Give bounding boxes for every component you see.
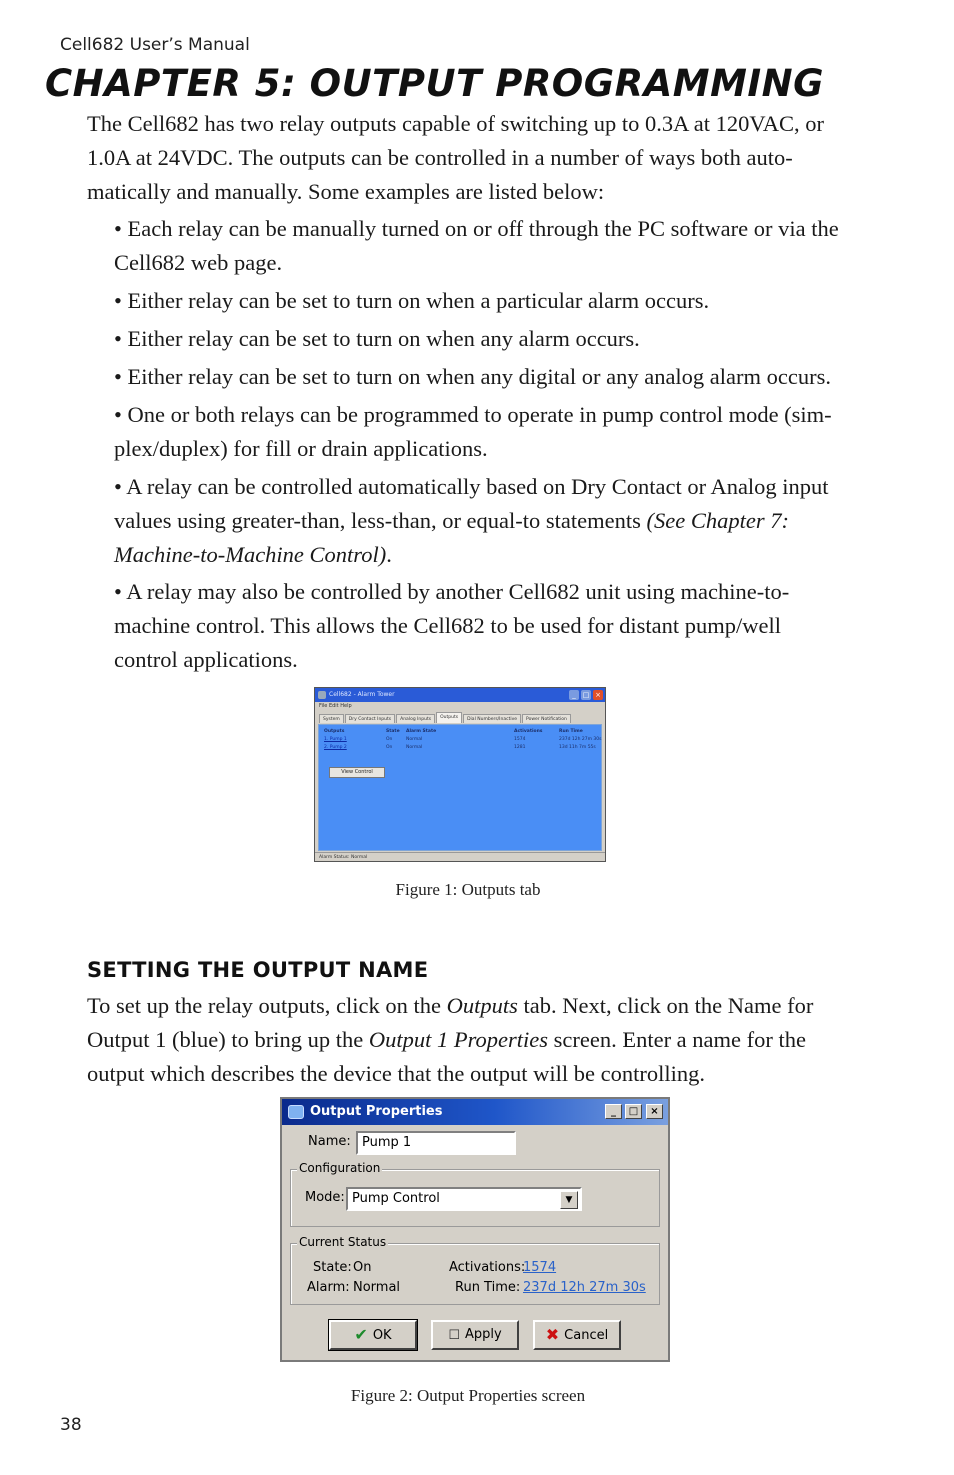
tab-analog-inputs[interactable]: Analog Inputs: [396, 714, 435, 723]
ok-label: OK: [372, 1328, 392, 1343]
apply-label: Apply: [464, 1327, 502, 1342]
bullet-line: • Either relay can be set to turn on when any alarm occurs.: [114, 326, 640, 351]
output-run-time: 13d 11h 7m 55s: [559, 745, 596, 750]
bullet-item: [105, 284, 905, 318]
output-state: On: [386, 737, 393, 742]
paragraph-line: [87, 1023, 897, 1057]
properties-reference: Output 1 Properties: [368, 1027, 548, 1052]
bullet-line: control applications.: [114, 647, 298, 672]
table-row: [324, 745, 596, 752]
bullet-item: [105, 360, 905, 394]
apply-button[interactable]: [431, 1320, 519, 1350]
tab-system[interactable]: System: [319, 714, 344, 723]
run-time-value[interactable]: 237d 12h 27m 30s: [523, 1280, 646, 1295]
bullet-text: values using greater-than, less-than, or equal-to statements: [114, 508, 647, 533]
output-name-link[interactable]: 2. Pump 2: [324, 745, 347, 750]
column-header: Activations: [514, 729, 543, 734]
cancel-label: Cancel: [564, 1328, 609, 1343]
close-icon[interactable]: ×: [593, 690, 603, 700]
tab-dial-numbers[interactable]: Dial Numbers/Inactive: [463, 714, 521, 723]
paragraph-line: [87, 989, 897, 1023]
column-header: State: [386, 729, 400, 734]
close-icon[interactable]: ×: [646, 1104, 663, 1119]
name-input[interactable]: Pump 1: [356, 1131, 516, 1155]
output-alarm-state: Normal: [406, 737, 423, 742]
app-icon: [318, 691, 326, 699]
text-run: To set up the relay outputs, click on the: [87, 993, 447, 1018]
bullet-item: [105, 322, 905, 356]
configuration-group: [290, 1161, 660, 1227]
apply-icon: ☐: [448, 1328, 460, 1343]
chevron-down-icon[interactable]: ▼: [560, 1191, 578, 1209]
bullet-line: plex/duplex) for fill or drain applications.: [114, 436, 488, 461]
bullet-text: .: [386, 542, 392, 567]
mode-label: Mode:: [305, 1190, 345, 1205]
outputs-panel: [318, 724, 602, 851]
state-value: On: [353, 1260, 372, 1275]
outputs-table-header: [324, 729, 596, 736]
bullet-line: machine control. This allows the Cell682 to be used for distant pump/well: [114, 613, 781, 638]
chapter-reference: Machine-to-Machine Control): [114, 542, 387, 567]
section-heading: SETTING THE OUTPUT NAME: [87, 958, 429, 982]
column-header: Alarm State: [406, 729, 437, 734]
figure-2-caption: Figure 2: Output Properties screen: [350, 1386, 586, 1405]
mode-select[interactable]: [346, 1187, 582, 1211]
intro-line: matically and manually. Some examples are listed below:: [87, 179, 605, 204]
tab-outputs[interactable]: Outputs: [436, 712, 462, 723]
output-properties-dialog: [280, 1097, 670, 1362]
alarm-label: Alarm:: [307, 1280, 350, 1295]
cancel-x-icon: ✖: [545, 1325, 560, 1344]
text-run: screen. Enter a name for the: [548, 1027, 806, 1052]
maximize-icon[interactable]: □: [625, 1104, 642, 1119]
bullet-item: [105, 470, 905, 572]
tab-dry-contact-inputs[interactable]: Dry Contact Inputs: [345, 714, 395, 723]
output-alarm-state: Normal: [406, 745, 423, 750]
bullet-line: [114, 504, 905, 538]
bullet-line: • A relay can be controlled automatically based on Dry Contact or Analog input: [114, 474, 829, 499]
intro-line: 1.0A at 24VDC. The outputs can be controlled in a number of ways both auto-: [87, 145, 793, 170]
state-label: State:: [313, 1260, 352, 1275]
page-number: 38: [60, 1415, 82, 1435]
text-run: Output 1 (blue) to bring up the: [87, 1027, 369, 1052]
dialog-title: Output Properties: [310, 1104, 443, 1119]
bullet-line: • One or both relays can be programmed to operate in pump control mode (sim-: [114, 402, 832, 427]
ok-button[interactable]: [329, 1320, 417, 1350]
activations-label: Activations:: [449, 1260, 526, 1275]
running-head: Cell682 User’s Manual: [60, 35, 250, 55]
bullet-line: • Each relay can be manually turned on or off through the PC software or via the: [114, 216, 839, 241]
intro-paragraph: [87, 107, 897, 209]
outputs-tab-screenshot: [314, 687, 606, 862]
window-title: Cell682 - Alarm Tower: [329, 691, 395, 698]
figure-1-caption: Figure 1: Outputs tab: [395, 880, 541, 899]
text-run: tab. Next, click on the Name for: [517, 993, 814, 1018]
status-bar: Alarm Status: Normal: [315, 852, 605, 861]
chapter-reference: (See Chapter 7:: [646, 508, 789, 533]
output-activations: 1574: [514, 737, 526, 742]
intro-line: The Cell682 has two relay outputs capable of switching up to 0.3A at 120VAC, or: [87, 111, 824, 136]
output-activations: 1281: [514, 745, 526, 750]
menu-bar[interactable]: File Edit Help: [319, 703, 352, 709]
bullet-line: • Either relay can be set to turn on when a particular alarm occurs.: [114, 288, 710, 313]
output-name-link[interactable]: 1. Pump 1: [324, 737, 347, 742]
bullet-item: [105, 398, 905, 466]
dialog-titlebar: [282, 1099, 668, 1125]
bullet-item: [105, 575, 905, 677]
table-row: [324, 737, 602, 744]
output-state: On: [386, 745, 393, 750]
maximize-icon[interactable]: □: [582, 691, 590, 699]
bullet-item: [105, 212, 905, 280]
tab-power-notification[interactable]: Power Notification: [522, 714, 571, 723]
view-control-button[interactable]: View Control: [329, 767, 385, 778]
cancel-button[interactable]: [533, 1320, 621, 1350]
alarm-value: Normal: [353, 1280, 401, 1295]
column-header: Outputs: [324, 729, 345, 734]
bullet-line: • A relay may also be controlled by another Cell682 unit using machine-to-: [114, 579, 790, 604]
output-run-time: 237d 12h 27m 30s: [559, 737, 602, 742]
tab-strip: [315, 711, 605, 723]
minimize-icon[interactable]: _: [605, 1104, 622, 1119]
current-status-group: [290, 1235, 660, 1305]
column-header: Run Time: [559, 729, 583, 734]
bullet-line: [114, 538, 905, 572]
current-status-legend: Current Status: [299, 1235, 387, 1249]
check-icon: ✔: [354, 1325, 368, 1344]
minimize-icon[interactable]: _: [569, 690, 579, 700]
configuration-legend: Configuration: [299, 1161, 381, 1175]
run-time-label: Run Time:: [455, 1280, 521, 1295]
activations-value[interactable]: 1574: [523, 1260, 557, 1275]
chapter-title: CHAPTER 5: OUTPUT PROGRAMMING: [45, 62, 824, 105]
mode-value: Pump Control: [352, 1191, 440, 1206]
bullet-line: • Either relay can be set to turn on when any digital or any analog alarm occurs.: [114, 364, 832, 389]
window-titlebar: [315, 688, 605, 702]
outputs-reference: Outputs: [446, 993, 518, 1018]
paragraph-line: output which describes the device that the output will be controlling.: [87, 1061, 705, 1086]
app-icon: [288, 1105, 304, 1119]
section-paragraph: [87, 989, 897, 1091]
name-label: Name:: [308, 1134, 351, 1149]
bullet-line: Cell682 web page.: [114, 250, 283, 275]
